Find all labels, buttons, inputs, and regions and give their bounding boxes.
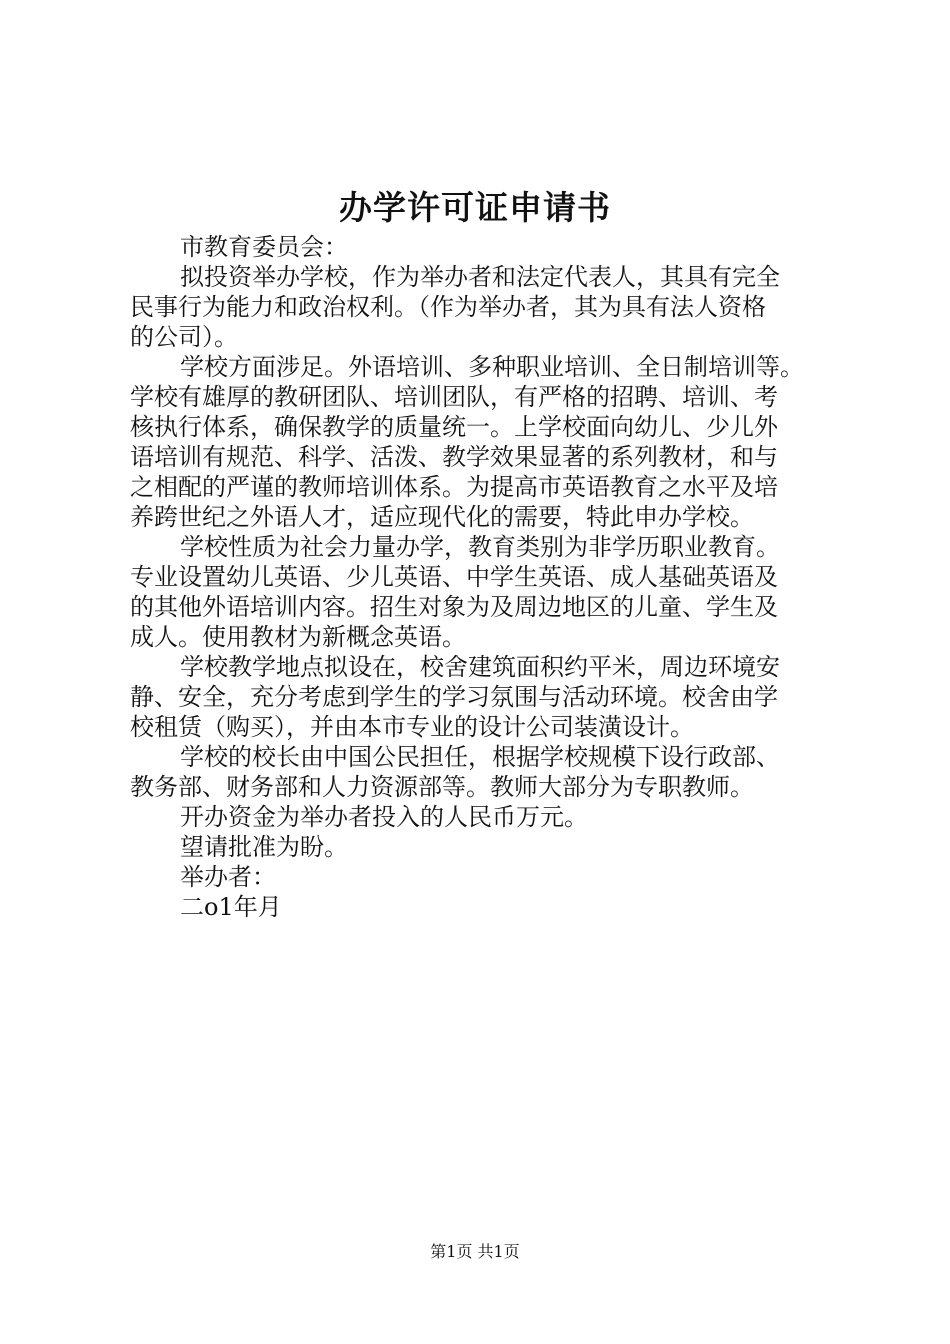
paragraph-1-line-3: 的公司）。 [130, 323, 238, 351]
paragraph-2-line-6: 养跨世纪之外语人才，适应现代化的需要，特此申办学校。 [130, 503, 754, 531]
paragraph-5-line-2: 教务部、财务部和人力资源部等。教师大部分为专职教师。 [130, 773, 754, 801]
page-number-footer: 第1页 共1页 [430, 1242, 520, 1261]
paragraph-4-line-3: 校租赁（购买），并由本市专业的设计公司装潢设计。 [130, 713, 694, 741]
paragraph-6-line-1: 开办资金为举办者投入的人民币万元。 [180, 803, 588, 831]
paragraph-2-line-4: 语培训有规范、科学、活泼、教学效果显著的系列教材，和与 [130, 443, 778, 471]
paragraph-2-line-2: 学校有雄厚的教研团队、培训团队，有严格的招聘、培训、考 [130, 383, 778, 411]
date-line: 二o1年月 [180, 893, 282, 921]
paragraph-4-line-1: 学校教学地点拟设在，校舍建筑面积约平米，周边环境安 [180, 653, 780, 681]
closing-request: 望请批准为盼。 [180, 833, 348, 861]
paragraph-4-line-2: 静、安全，充分考虑到学生的学习氛围与活动环境。校舍由学 [130, 683, 778, 711]
paragraph-3-line-4: 成人。使用教材为新概念英语。 [130, 623, 466, 651]
paragraph-3-line-2: 专业设置幼儿英语、少儿英语、中学生英语、成人基础英语及 [130, 563, 778, 591]
paragraph-2-line-5: 之相配的严谨的教师培训体系。为提高市英语教育之水平及培 [130, 473, 778, 501]
document-body [130, 232, 850, 922]
signature-label: 举办者： [180, 863, 276, 891]
paragraph-2-line-1: 学校方面涉足。外语培训、多种职业培训、全日制培训等。 [180, 353, 804, 381]
paragraph-1-line-1: 拟投资举办学校，作为举办者和法定代表人，其具有完全 [180, 263, 780, 291]
paragraph-1-line-2: 民事行为能力和政治权利。（作为举办者，其为具有法人资格 [130, 293, 766, 321]
document-title: 办学许可证申请书 [339, 188, 611, 227]
salutation: 市教育委员会： [180, 233, 348, 261]
paragraph-5-line-1: 学校的校长由中国公民担任，根据学校规模下设行政部、 [180, 743, 780, 771]
paragraph-3-line-1: 学校性质为社会力量办学，教育类别为非学历职业教育。 [180, 533, 780, 561]
paragraph-3-line-3: 的其他外语培训内容。招生对象为及周边地区的儿童、学生及 [130, 593, 778, 621]
paragraph-2-line-3: 核执行体系，确保教学的质量统一。上学校面向幼儿、少儿外 [130, 413, 778, 441]
